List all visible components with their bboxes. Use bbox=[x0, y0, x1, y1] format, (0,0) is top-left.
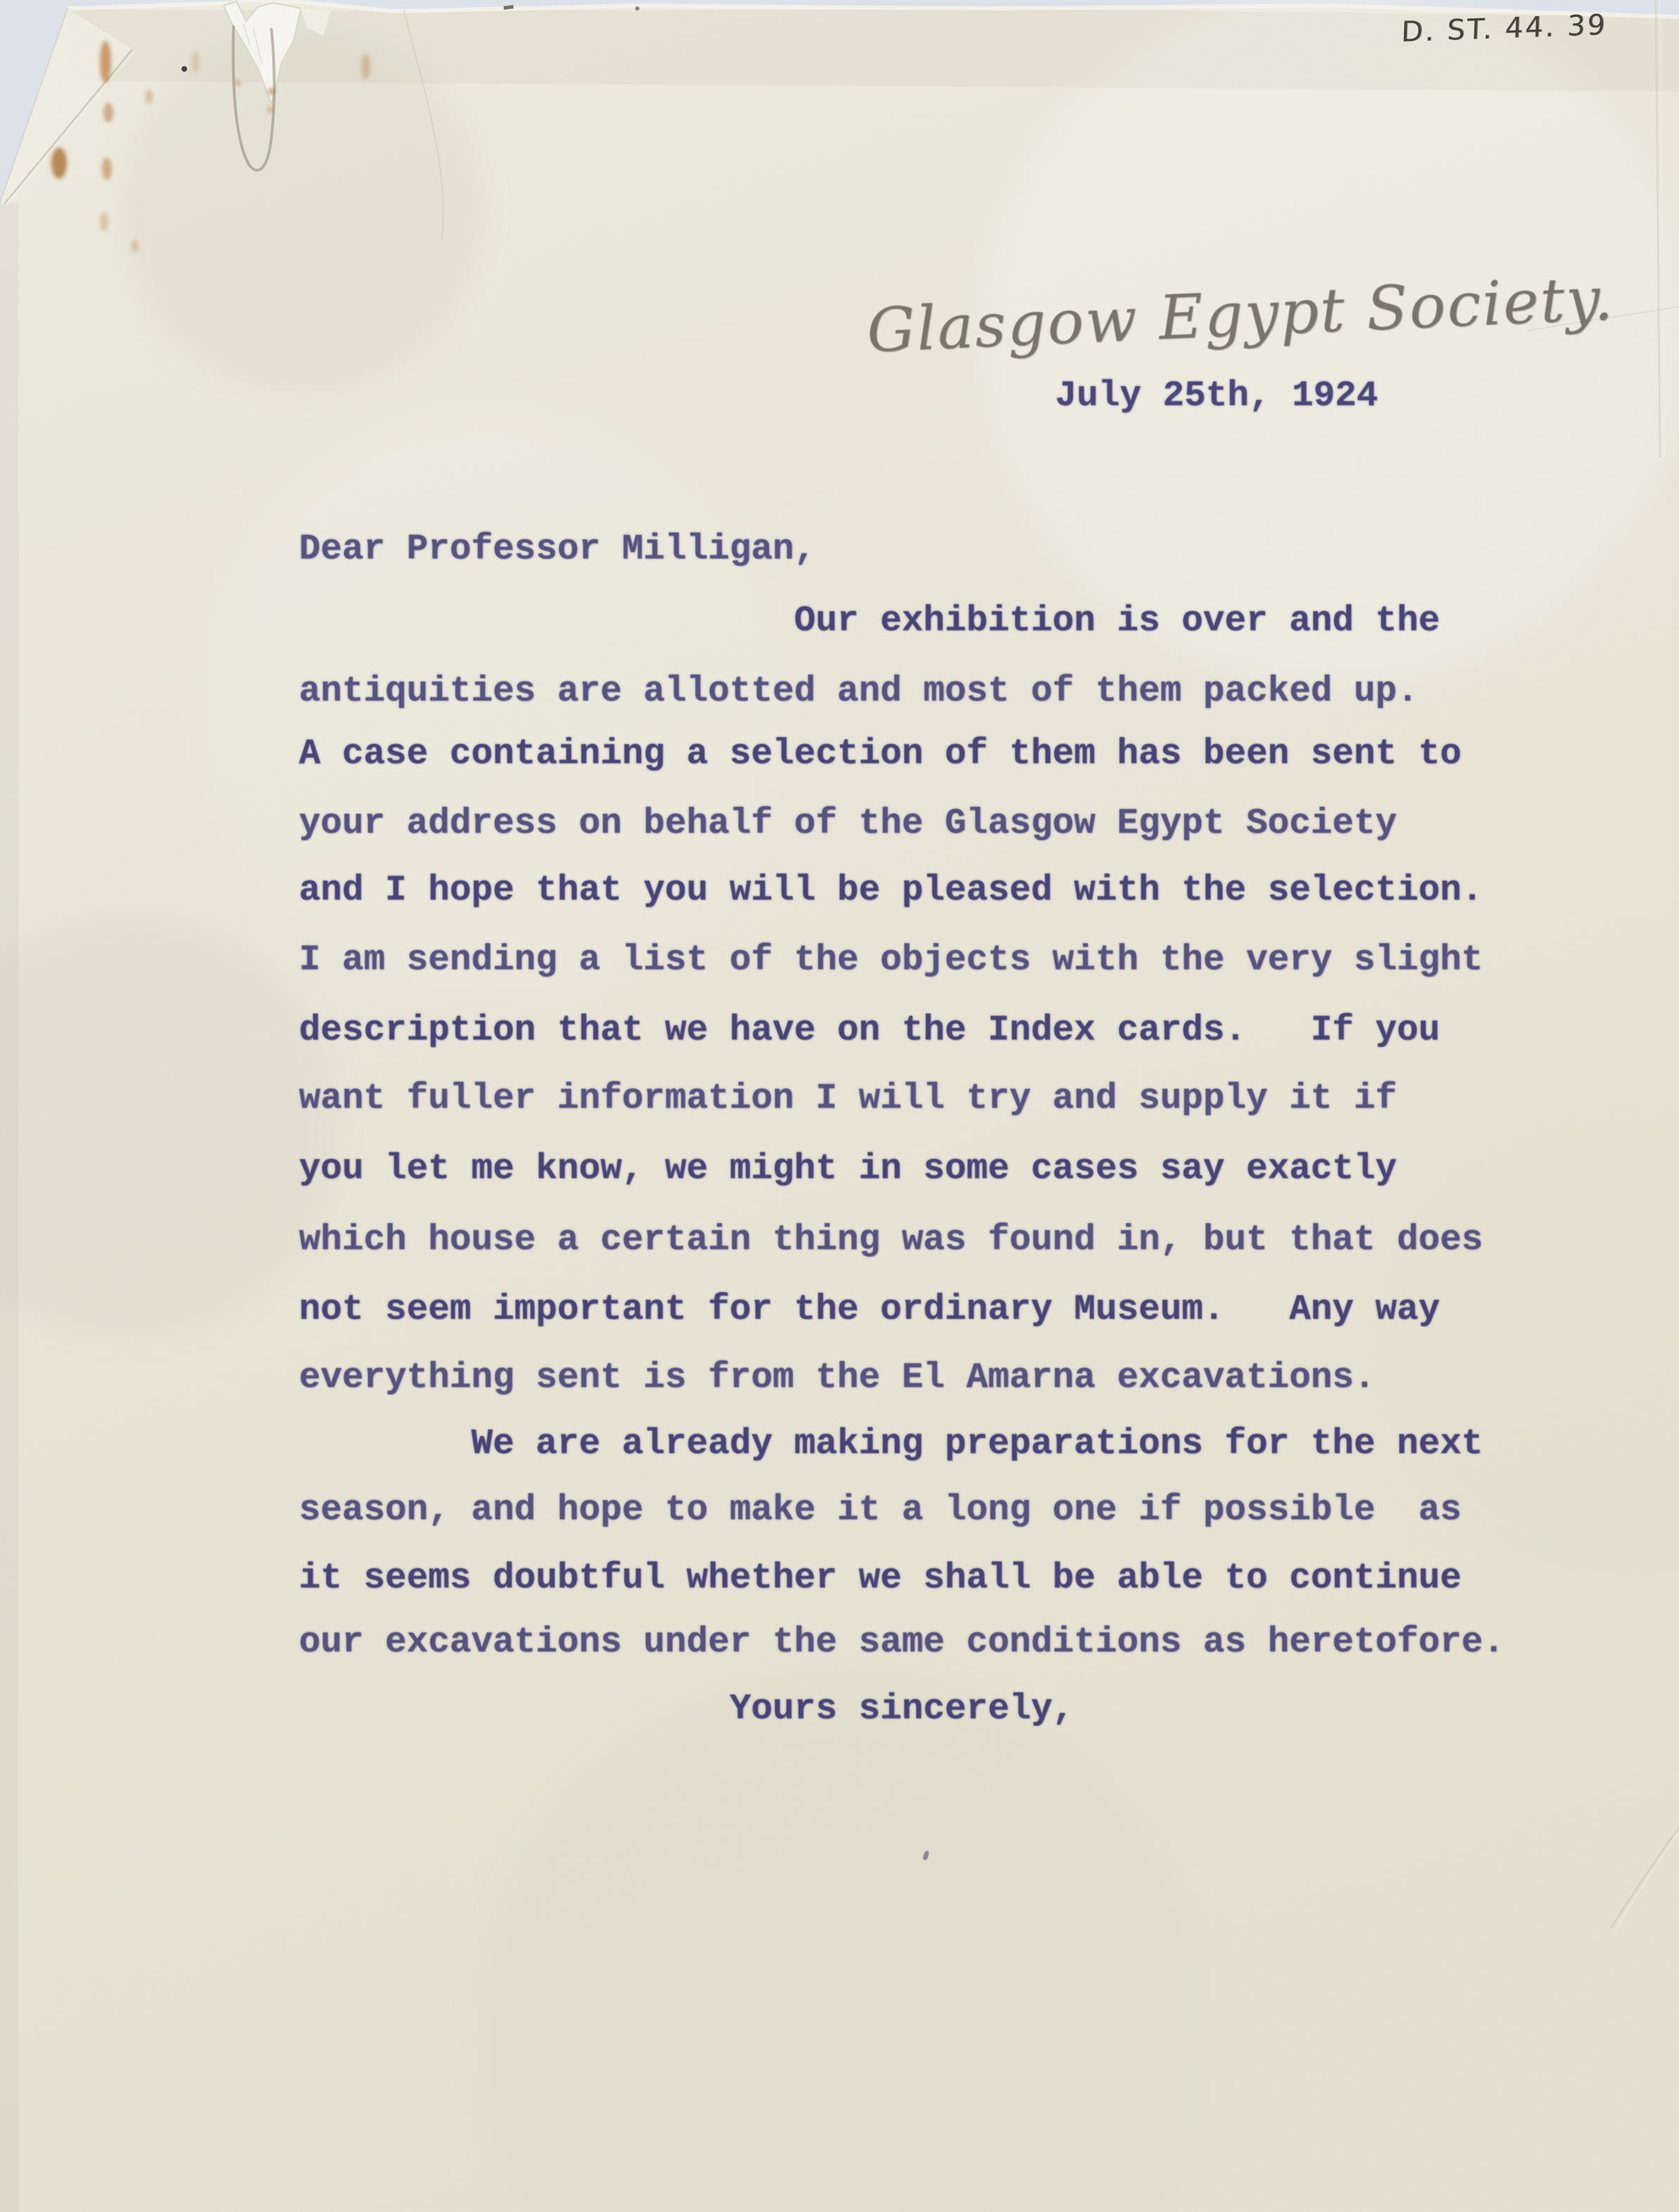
letterhead-handwriting: Glasgow Egypt Society. bbox=[865, 263, 1616, 367]
typed-line: want fuller information I will try and supply it if bbox=[299, 1079, 1397, 1119]
typed-line: it seems doubtful whether we shall be able to continue bbox=[299, 1559, 1462, 1599]
typed-line: description that we have on the Index cards. If you bbox=[299, 1011, 1441, 1051]
archive-code-annotation: D. ST. 44. 39 bbox=[1400, 8, 1608, 49]
typed-line: I am sending a list of the objects with the very slight bbox=[299, 940, 1483, 980]
closing: Yours sincerely, bbox=[299, 1689, 1074, 1730]
typed-line: season, and hope to make it a long one if possible as bbox=[299, 1490, 1462, 1530]
typed-line: our excavations under the same conditions as heretofore. bbox=[299, 1623, 1505, 1663]
typed-line: A case containing a selection of them has been sent to bbox=[299, 734, 1462, 774]
typed-line: We are already making preparations for the next bbox=[299, 1424, 1483, 1464]
typed-line: everything sent is from the El Amarna excavations. bbox=[299, 1358, 1376, 1398]
typed-line: Our exhibition is over and the bbox=[299, 601, 1441, 641]
typed-line: antiquities are allotted and most of them packed up. bbox=[299, 672, 1419, 712]
typed-line: your address on behalf of the Glasgow Egypt Society bbox=[299, 804, 1397, 844]
typed-line: and I hope that you will be pleased with the selection. bbox=[299, 871, 1483, 911]
typed-line: you let me know, we might in some cases say exactly bbox=[299, 1149, 1397, 1189]
date-line: July 25th, 1924 bbox=[1055, 376, 1379, 416]
typed-line: which house a certain thing was found in, but that does bbox=[299, 1220, 1483, 1260]
salutation: Dear Professor Milligan, bbox=[299, 530, 816, 570]
typed-line: not seem important for the ordinary Museum. Any way bbox=[299, 1290, 1441, 1330]
